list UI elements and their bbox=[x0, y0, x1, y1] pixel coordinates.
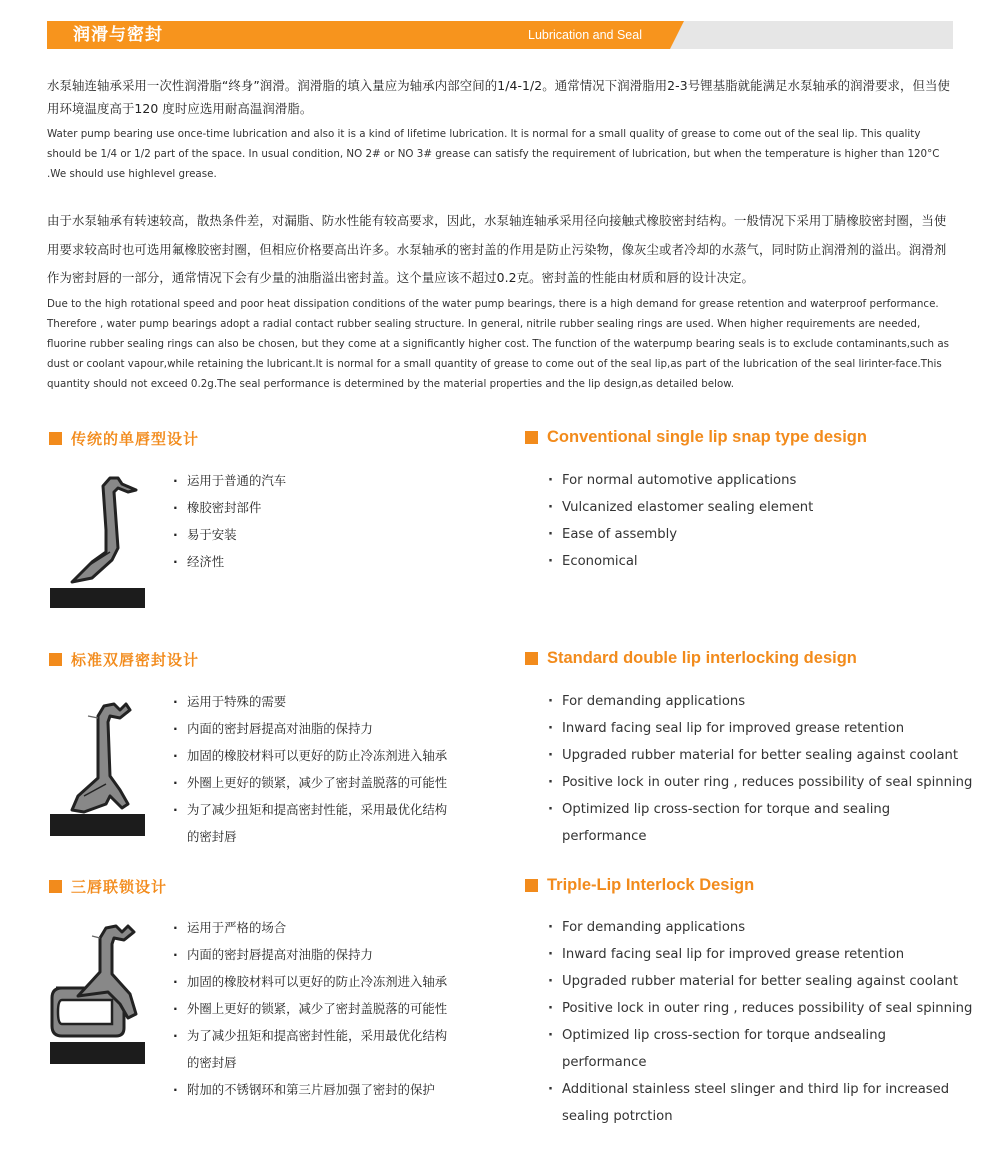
intro-paragraph-zh: 由于水泵轴承有转速较高，散热条件差，对漏脂、防水性能有较高要求，因此，水泵轴连轴承采用径向接触式橡胶密封结构。一般情况下采用丁腈橡胶密封圈，当使用要求较高时也可选用氟橡胶密封圈，但相应价格要高出许多。水泵轴承的密封盖的作用是防止污染物，像灰尘或者冷却的水蒸气，同时防止润滑剂的溢出。润滑剂作为密封唇的一部分，通常情况下会有少量的油脂溢出密封盖。这个量应该不超过0.2克。密封盖的性能由材质和唇的设计决定。 bbox=[47, 213, 947, 285]
list-item: · 运用于严格的场合 bbox=[173, 914, 447, 941]
list-item: · 加固的橡胶材料可以更好的防止冷冻剂进入轴承 bbox=[173, 742, 447, 769]
list-item: · 运用于特殊的需要 bbox=[173, 688, 447, 715]
section-title-en: Conventional single lip snap type design bbox=[525, 428, 867, 447]
list-item: · 内面的密封唇提高对油脂的保持力 bbox=[173, 941, 447, 968]
single-lip-seal-figure bbox=[48, 470, 148, 610]
section-title-zh: 标准双唇密封设计 bbox=[49, 649, 199, 670]
intro-block-1 bbox=[47, 74, 957, 185]
section-title-en: Standard double lip interlocking design bbox=[525, 649, 857, 668]
banner-shape bbox=[47, 21, 953, 49]
list-item: · 内面的密封唇提高对油脂的保持力 bbox=[173, 715, 447, 742]
list-item: · 为了减少扭矩和提高密封性能，采用最优化结构 bbox=[173, 796, 447, 823]
list-item: 的密封唇 bbox=[187, 829, 237, 844]
double-lip-seal-figure bbox=[48, 696, 148, 838]
list-item: sealing potrction bbox=[562, 1109, 673, 1124]
list-item: · 附加的不锈钢环和第三片唇加强了密封的保护 bbox=[173, 1076, 447, 1103]
list-item: · Additional stainless steel slinger and third lip for increased bbox=[548, 1076, 972, 1103]
list-item: performance bbox=[562, 1055, 647, 1070]
list-item: · For demanding applications bbox=[548, 914, 972, 941]
list-item: · 经济性 bbox=[173, 548, 286, 575]
intro-paragraph-en: Due to the high rotational speed and poor heat dissipation conditions of the water pump bearings, there is a high demand for grease retention and waterproof performance. Therefore , water pump bearings adopt a radial contact rubber sealing structure. In general, nitrile rubber sealing rings are used. When higher requirements are needed, fluorine rubber sealing rings can also be chosen, but they come at a significantly higher cost. The function of the waterpump bearing seals is to exclude contaminants,such as dust or coolant vapour,while retaining the lubricant.lt is normal for a small quantity of grease to come out of the seal lip,as part of the lubrication of the seal lirinter-face.This quantity should not exceed 0.2g.The seal performance is determined by the material properties and the lip design,as detailed below. bbox=[47, 297, 950, 391]
intro-paragraph-zh: 水泵轴连轴承采用一次性润滑脂“终身”润滑。润滑脂的填入量应为轴承内部空间的1/4-1/2。通常情况下润滑脂用2-3号锂基脂就能满足水泵轴承的润滑要求，但当使用环境温度高于120 度时应选用耐高温润滑脂。 bbox=[47, 78, 951, 116]
list-item: · 运用于普通的汽车 bbox=[173, 467, 286, 494]
list-item: · Vulcanized elastomer sealing element bbox=[548, 494, 813, 521]
feature-list-en bbox=[548, 467, 813, 575]
list-item: · Ease of assembly bbox=[548, 521, 813, 548]
square-bullet-icon bbox=[49, 653, 62, 666]
square-bullet-icon bbox=[49, 432, 62, 445]
list-item: · Positive lock in outer ring , reduces possibility of seal spinning bbox=[548, 995, 972, 1022]
list-item: performance bbox=[562, 829, 647, 844]
square-bullet-icon bbox=[525, 431, 538, 444]
feature-list-zh bbox=[173, 914, 447, 1103]
intro-block-2 bbox=[47, 207, 957, 395]
list-item: · 加固的橡胶材料可以更好的防止冷冻剂进入轴承 bbox=[173, 968, 447, 995]
section-title-en: Triple-Lip Interlock Design bbox=[525, 876, 754, 895]
square-bullet-icon bbox=[525, 652, 538, 665]
feature-list-en bbox=[548, 914, 972, 1130]
list-item: · Inward facing seal lip for improved grease retention bbox=[548, 715, 972, 742]
list-item: · For normal automotive applications bbox=[548, 467, 813, 494]
list-item: 的密封唇 bbox=[187, 1055, 237, 1070]
feature-list-zh bbox=[173, 467, 286, 575]
square-bullet-icon bbox=[525, 879, 538, 892]
list-item: · 外圈上更好的锁紧，减少了密封盖脱落的可能性 bbox=[173, 995, 447, 1022]
list-item: · Positive lock in outer ring , reduces possibility of seal spinning bbox=[548, 769, 972, 796]
list-item: · Economical bbox=[548, 548, 813, 575]
feature-list-zh bbox=[173, 688, 447, 850]
section-title-zh: 传统的单唇型设计 bbox=[49, 428, 199, 449]
triple-lip-seal-figure bbox=[48, 918, 148, 1066]
list-item: · Optimized lip cross-section for torque andsealing bbox=[548, 1022, 972, 1049]
banner-title-en: Lubrication and Seal bbox=[528, 28, 642, 42]
list-item: · 为了减少扭矩和提高密封性能，采用最优化结构 bbox=[173, 1022, 447, 1049]
intro-paragraph-en: Water pump bearing use once-time lubrication and also it is a kind of lifetime lubrication. lt is normal for a small quality of grease to come out of the seal lip. This quality should be 1/4 or 1/2 part of the space. In usual condition, NO 2# or NO 3# grease can satisfy the requirement of lubrication, but when the temperature is higher than 120°C .We should use highlevel grease. bbox=[47, 128, 940, 181]
list-item: · For demanding applications bbox=[548, 688, 972, 715]
list-item: · 易于安装 bbox=[173, 521, 286, 548]
list-item: · 橡胶密封部件 bbox=[173, 494, 286, 521]
section-banner bbox=[47, 21, 953, 49]
list-item: · Upgraded rubber material for better sealing against coolant bbox=[548, 968, 972, 995]
banner-title-zh: 润滑与密封 bbox=[73, 25, 163, 45]
list-item: · Inward facing seal lip for improved grease retention bbox=[548, 941, 972, 968]
feature-list-en bbox=[548, 688, 972, 850]
list-item: · 外圈上更好的锁紧，减少了密封盖脱落的可能性 bbox=[173, 769, 447, 796]
list-item: · Upgraded rubber material for better sealing against coolant bbox=[548, 742, 972, 769]
square-bullet-icon bbox=[49, 880, 62, 893]
list-item: · Optimized lip cross-section for torque and sealing bbox=[548, 796, 972, 823]
section-title-zh: 三唇联锁设计 bbox=[49, 876, 167, 897]
